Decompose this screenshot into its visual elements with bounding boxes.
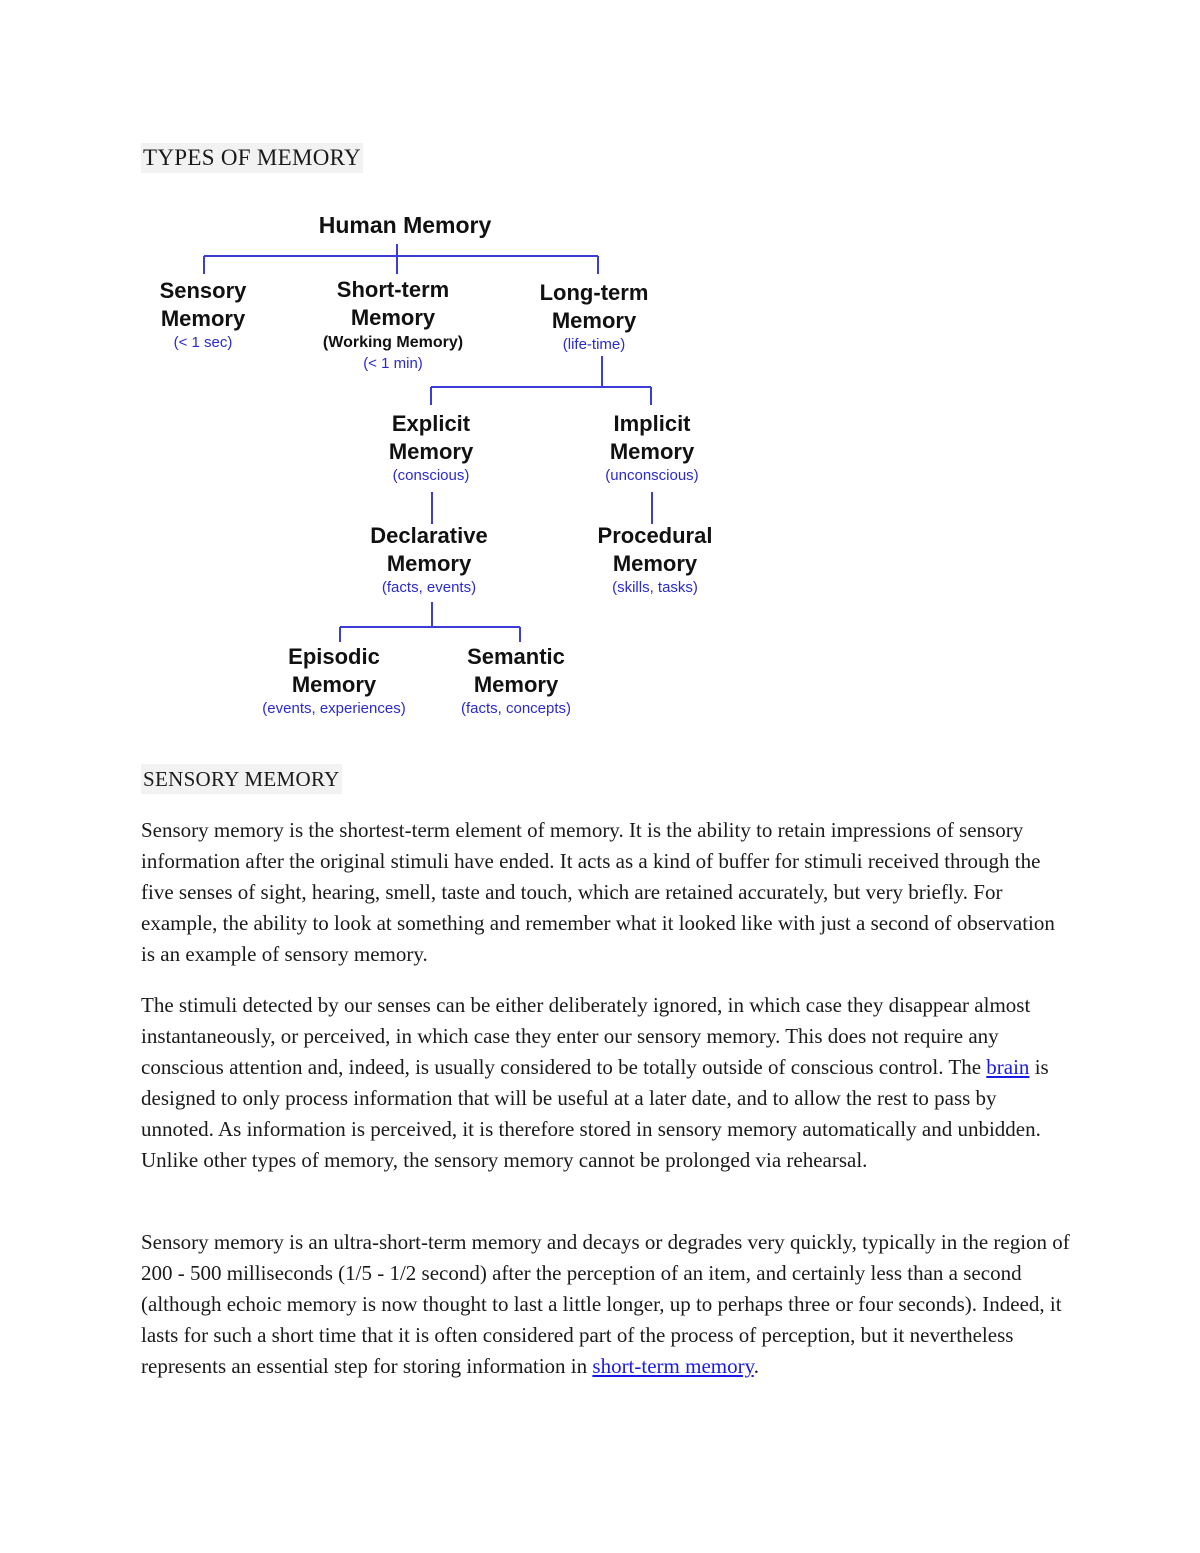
paragraph-stimuli-detection	[141, 990, 1071, 1176]
node-label: Explicit	[391, 411, 471, 436]
node-subtitle: (< 1 min)	[363, 355, 423, 372]
node-subtitle: (facts, events)	[381, 579, 477, 596]
node-subtitle: (< 1 sec)	[173, 334, 233, 351]
node-episodic-memory	[262, 643, 405, 719]
node-human-memory-title: Human Memory	[318, 212, 492, 238]
node-implicit-memory	[605, 410, 698, 486]
node-short-term-memory	[323, 276, 463, 374]
memory-hierarchy-diagram	[0, 0, 1200, 740]
node-label: Memory	[160, 306, 246, 331]
node-label: Procedural	[597, 523, 713, 548]
node-subtitle: (unconscious)	[605, 467, 699, 484]
node-semantic-memory	[461, 643, 571, 719]
paragraph-text: .	[753, 1354, 759, 1378]
node-label: Memory	[388, 439, 474, 464]
node-subtitle: (life-time)	[562, 336, 626, 353]
brain-link[interactable]: brain	[986, 1055, 1030, 1079]
node-label: Sensory	[159, 278, 247, 303]
section-heading-types-of-memory: TYPES OF MEMORY	[141, 143, 363, 173]
node-label: Memory	[473, 672, 559, 697]
paragraph-decay	[141, 1227, 1071, 1382]
node-subtitle: (events, experiences)	[262, 700, 406, 717]
node-procedural-memory	[598, 522, 713, 598]
node-label: Declarative	[370, 523, 488, 548]
node-long-term-memory	[540, 279, 649, 355]
paragraph-sensory-definition: Sensory memory is the shortest-term element of memory. It is the ability to retain impressions of sensory information after the original stimuli have ended. It acts as a kind of buffer for stimuli received through the five senses of sight, hearing, smell, taste and touch, which are retained accurately, but very briefly. For example, the ability to look at something and remember what it looked like with just a second of observation is an example of sensory memory.	[141, 818, 1055, 966]
paragraph-text: Sensory memory is an ultra-short-term memory and decays or degrades very quickly, typically in the region of 200 - 500 milliseconds (1/5 - 1/2 second) after the perception of an item, and certainly less than a second (although echoic memory is now thought to last a little longer, up to perhaps three or four seconds). Indeed, it lasts for such a short time that it is often considered part of the process of perception, but it nevertheless represents an essential step for storing information in	[141, 1230, 1070, 1378]
node-human-memory	[319, 211, 492, 239]
node-label: Memory	[350, 305, 436, 330]
node-subtitle-dark: (Working Memory)	[322, 334, 464, 351]
node-explicit-memory	[389, 410, 473, 486]
node-declarative-memory	[370, 522, 487, 598]
paragraph-text: is designed to only process information that will be useful at a later date, and to allow the rest to pass by unnoted. As information is perceived, it is therefore stored in sensory memory automatically and unbidden. Unlike other types of memory, the sensory memory cannot be prolonged via rehearsal.	[141, 1055, 1049, 1172]
node-subtitle: (skills, tasks)	[612, 579, 698, 596]
node-subtitle: (facts, concepts)	[460, 700, 572, 717]
paragraph-text: The stimuli detected by our senses can be either deliberately ignored, in which case they disappear almost instantaneously, or perceived, in which case they enter our sensory memory. This does not require any conscious attention and, indeed, is usually considered to be totally outside of conscious control. The	[141, 993, 1031, 1079]
node-label: Implicit	[613, 411, 691, 436]
section-heading-sensory-memory: SENSORY MEMORY	[141, 764, 342, 794]
node-label: Memory	[551, 308, 637, 333]
node-label: Memory	[386, 551, 472, 576]
node-sensory-memory	[160, 277, 247, 353]
node-label: Episodic	[288, 644, 380, 669]
node-label: Memory	[291, 672, 377, 697]
node-label: Memory	[612, 551, 698, 576]
node-subtitle: (conscious)	[392, 467, 470, 484]
node-label: Memory	[609, 439, 695, 464]
diagram-connectors	[0, 0, 1200, 740]
short-term-memory-link[interactable]: short-term memory	[592, 1354, 754, 1378]
node-label: Short-term	[336, 277, 450, 302]
node-label: Long-term	[539, 280, 649, 305]
node-label: Semantic	[467, 644, 565, 669]
